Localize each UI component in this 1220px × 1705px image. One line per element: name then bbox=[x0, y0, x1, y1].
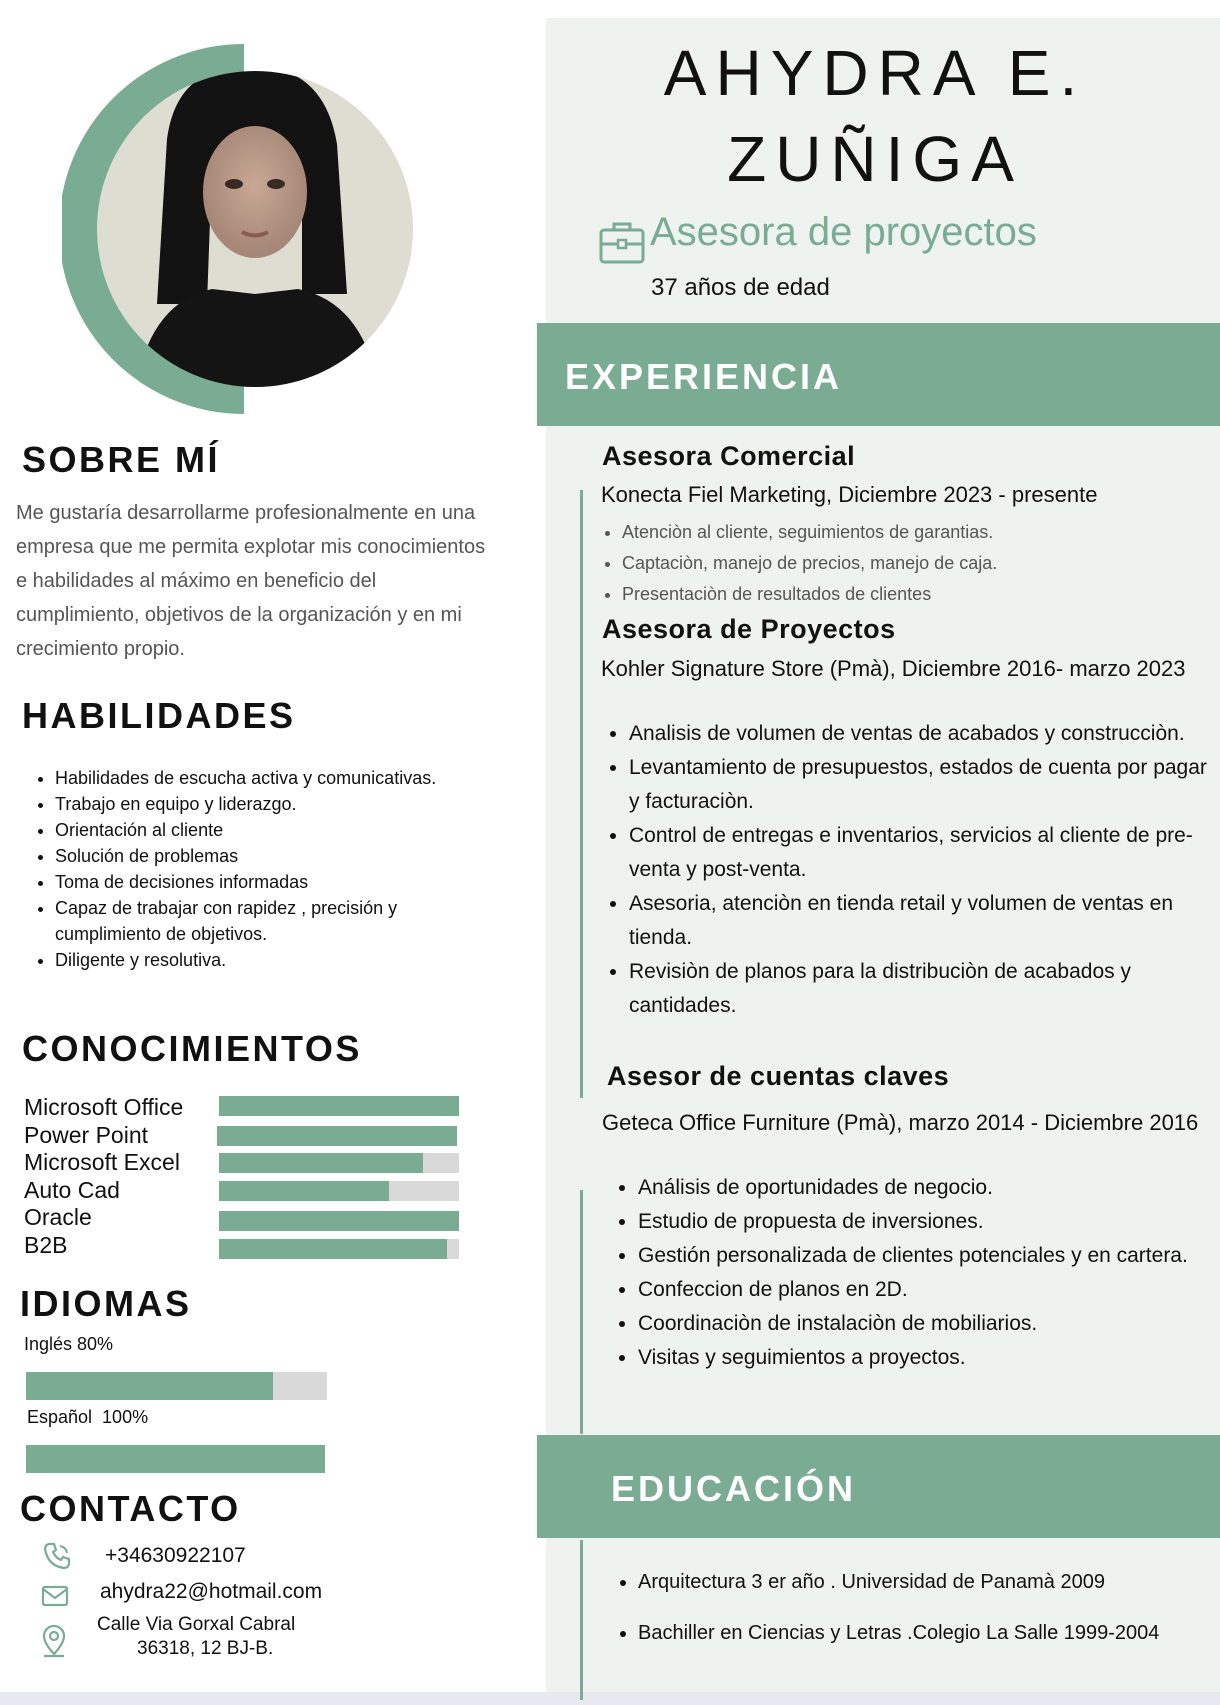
list-item: • Gestión personalizada de clientes potenciales y en cartera. bbox=[638, 1239, 1218, 1273]
knowledge-bar bbox=[219, 1181, 459, 1201]
email-address: ahydra22@hotmail.com bbox=[100, 1580, 323, 1603]
timeline-line bbox=[580, 490, 583, 1098]
knowledge-bar bbox=[219, 1239, 459, 1259]
list-item: • Atenciòn al cliente, seguimientos de garantias. bbox=[622, 517, 1220, 548]
bottom-strip bbox=[0, 1692, 1220, 1705]
contact-heading: CONTACTO bbox=[20, 1488, 241, 1529]
job-company-3: Geteca Office Furniture (Pmà), marzo 2014 - Diciembre 2016 bbox=[602, 1110, 1199, 1135]
list-item: • Capaz de trabajar con rapidez , precisión y cumplimiento de objetivos. bbox=[55, 895, 495, 947]
list-item: • Orientación al cliente bbox=[55, 817, 495, 843]
list-item: • Solución de problemas bbox=[55, 843, 495, 869]
knowledge-bar-fill bbox=[219, 1211, 459, 1231]
list-item: • Asesoria, atenciòn en tienda retail y volumen de ventas en tienda. bbox=[629, 887, 1219, 955]
list-item: • Analisis de volumen de ventas de acabados y construcciòn. bbox=[629, 717, 1219, 751]
job-title-3: Asesor de cuentas claves bbox=[607, 1061, 950, 1091]
list-item: • Estudio de propuesta de inversiones. bbox=[638, 1205, 1218, 1239]
job-title-2: Asesora de Proyectos bbox=[602, 614, 896, 644]
knowledge-heading: CONOCIMIENTOS bbox=[22, 1028, 362, 1069]
job-3-duties bbox=[614, 1171, 1218, 1375]
knowledge-label: B2B bbox=[24, 1232, 68, 1258]
languages-heading: IDIOMAS bbox=[20, 1283, 192, 1324]
job-1-duties bbox=[598, 517, 1220, 610]
experience-band bbox=[537, 323, 1220, 426]
age: 37 años de edad bbox=[651, 274, 830, 301]
knowledge-bar bbox=[219, 1096, 459, 1116]
skills-heading: HABILIDADES bbox=[22, 695, 296, 736]
language-bar-fill bbox=[26, 1372, 273, 1400]
list-item: • Toma de decisiones informadas bbox=[55, 869, 495, 895]
knowledge-bar-fill bbox=[217, 1126, 457, 1146]
knowledge-label: Oracle bbox=[24, 1204, 92, 1230]
about-text: Me gustaría desarrollarme profesionalmente en una empresa que me permita explotar mis conocimientos e habilidades al máximo en beneficio del cumplimiento, objetivos de la organización y en mi crecimiento propio. bbox=[16, 502, 486, 660]
address-line-2: 36318, 12 BJ-B. bbox=[137, 1638, 274, 1659]
knowledge-bar bbox=[219, 1211, 459, 1231]
language-label: Español 100% bbox=[27, 1407, 149, 1427]
knowledge-bar-fill bbox=[219, 1096, 459, 1116]
timeline-line bbox=[580, 1540, 583, 1700]
list-item: • Arquitectura 3 er año . Universidad de Panamà 2009 bbox=[638, 1557, 1220, 1608]
phone-number: +34630922107 bbox=[105, 1544, 246, 1567]
address-line-1: Calle Via Gorxal Cabral bbox=[97, 1614, 296, 1635]
list-item: • Levantamiento de presupuestos, estados de cuenta por pagar y facturaciòn. bbox=[629, 751, 1219, 819]
job-2-duties bbox=[605, 717, 1219, 1023]
job-title: Asesora de proyectos bbox=[650, 210, 1037, 254]
language-label: Inglés 80% bbox=[24, 1334, 114, 1354]
experience-heading: EXPERIENCIA bbox=[565, 356, 843, 397]
phone-icon bbox=[42, 1541, 72, 1576]
list-item: • Captaciòn, manejo de precios, manejo de caja. bbox=[622, 548, 1220, 579]
knowledge-bar-fill bbox=[219, 1153, 423, 1173]
knowledge-bar bbox=[219, 1153, 459, 1173]
knowledge-bar-fill bbox=[219, 1239, 447, 1259]
location-icon bbox=[40, 1624, 68, 1663]
knowledge-label: Microsoft Office bbox=[24, 1094, 184, 1120]
education-band bbox=[537, 1435, 1220, 1538]
name-line-1: AHYDRA E. bbox=[663, 37, 1087, 109]
language-bar-fill bbox=[26, 1445, 325, 1473]
language-bar bbox=[26, 1445, 325, 1473]
list-item: • Presentaciòn de resultados de clientes bbox=[622, 579, 1220, 610]
language-bar bbox=[26, 1372, 327, 1400]
list-item: • Coordinaciòn de instalaciòn de mobiliarios. bbox=[638, 1307, 1218, 1341]
list-item: • Revisiòn de planos para la distribuciòn de acabados y cantidades. bbox=[629, 955, 1219, 1023]
about-heading: SOBRE MÍ bbox=[22, 439, 221, 480]
mail-icon bbox=[41, 1585, 69, 1612]
education-list bbox=[614, 1557, 1220, 1659]
timeline-line bbox=[580, 1190, 583, 1434]
skills-list bbox=[31, 765, 495, 973]
list-item: • Trabajo en equipo y liderazgo. bbox=[55, 791, 495, 817]
list-item: • Visitas y seguimientos a proyectos. bbox=[638, 1341, 1218, 1375]
job-company-2: Kohler Signature Store (Pmà), Diciembre 2016- marzo 2023 bbox=[601, 656, 1186, 681]
education-heading: EDUCACIÓN bbox=[611, 1468, 857, 1509]
list-item: • Habilidades de escucha activa y comunicativas. bbox=[55, 765, 495, 791]
list-item: • Control de entregas e inventarios, servicios al cliente de pre-venta y post-venta. bbox=[629, 819, 1219, 887]
list-item: • Bachiller en Ciencias y Letras .Colegio La Salle 1999-2004 bbox=[638, 1608, 1220, 1659]
job-company-1: Konecta Fiel Marketing, Diciembre 2023 - presente bbox=[601, 482, 1098, 507]
knowledge-label: Microsoft Excel bbox=[24, 1149, 180, 1175]
list-item: • Confeccion de planos en 2D. bbox=[638, 1273, 1218, 1307]
briefcase-icon bbox=[599, 220, 645, 269]
knowledge-bar-fill bbox=[219, 1181, 389, 1201]
job-title-1: Asesora Comercial bbox=[602, 441, 856, 471]
knowledge-bar bbox=[217, 1126, 457, 1146]
knowledge-label: Auto Cad bbox=[24, 1177, 120, 1203]
name-line-2: ZUÑIGA bbox=[727, 123, 1023, 195]
list-item: • Diligente y resolutiva. bbox=[55, 947, 495, 973]
knowledge-label: Power Point bbox=[24, 1122, 149, 1148]
profile-photo bbox=[62, 44, 418, 414]
list-item: • Análisis de oportunidades de negocio. bbox=[638, 1171, 1218, 1205]
